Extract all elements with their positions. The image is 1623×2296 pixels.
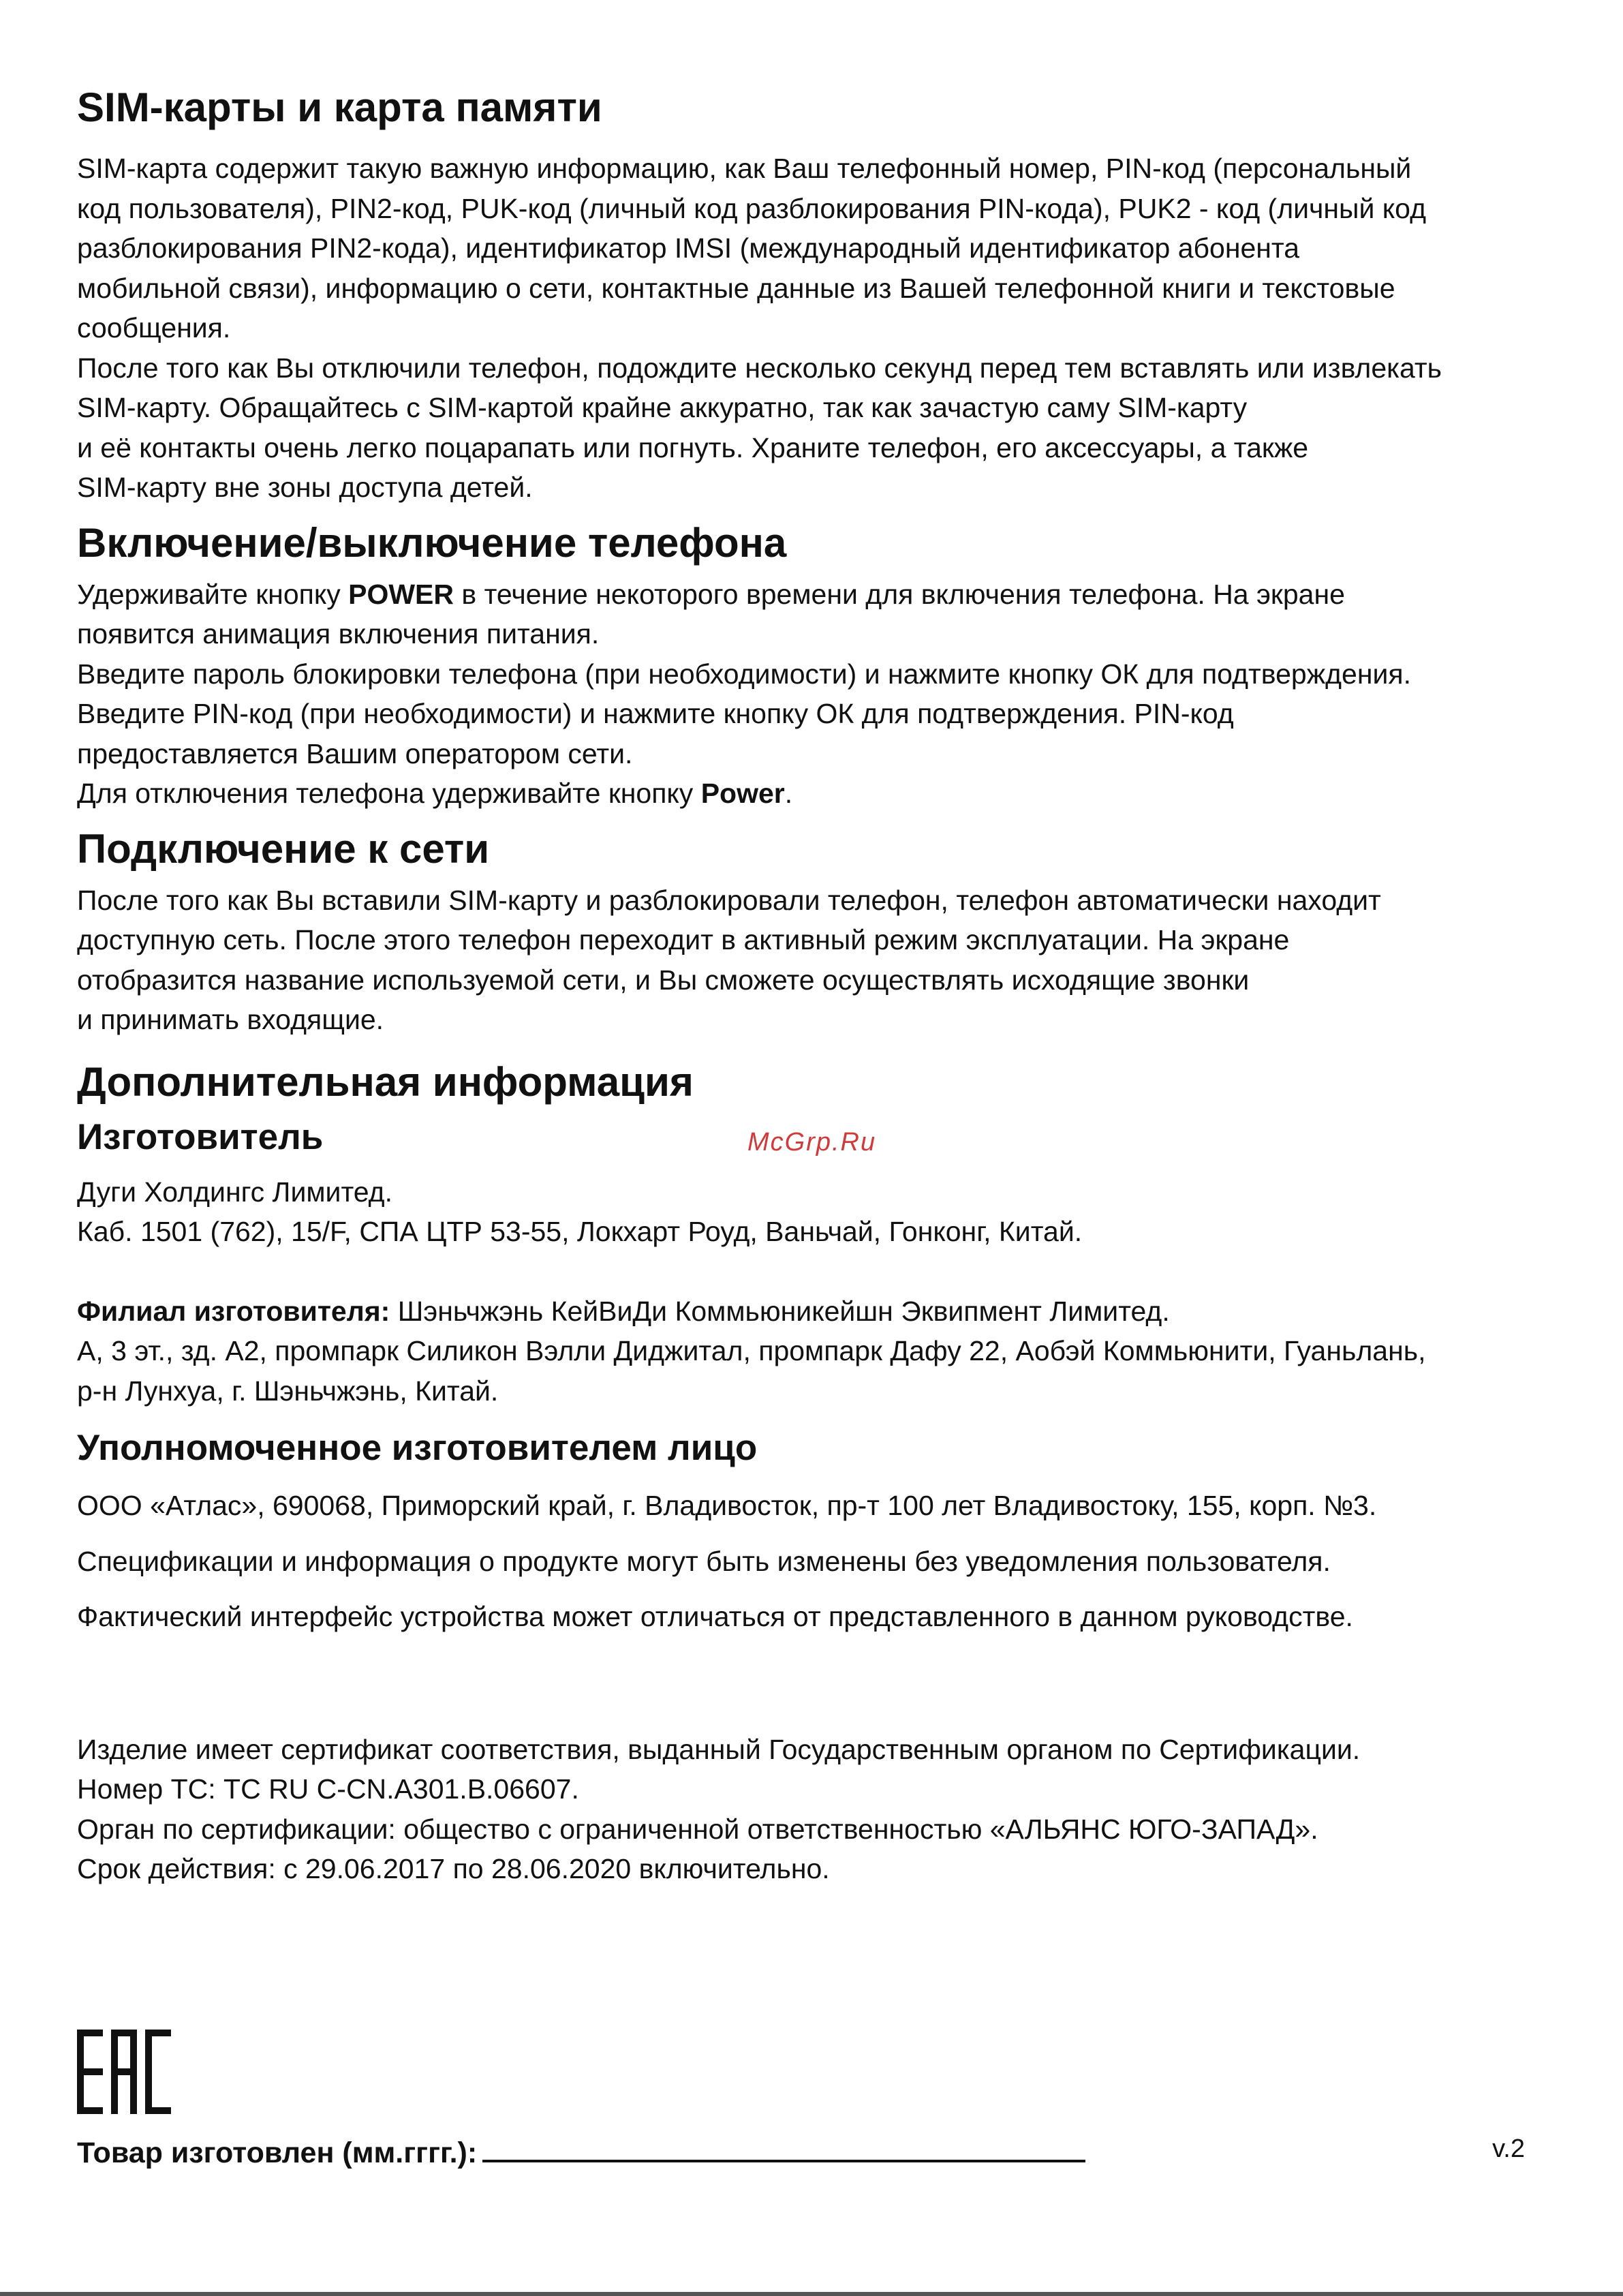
text-line: SIM-карта содержит такую важную информацию, как Ваш телефонный номер, PIN-код (персональный — [77, 153, 1412, 184]
manufacture-date-row — [77, 2128, 1525, 2173]
text-line: Срок действия: с 29.06.2017 по 28.06.2020 включительно. — [77, 1853, 830, 1884]
text-line: код пользователя), PIN2-код, PUK-код (личный код разблокирования PIN-кода), PUK2 - код (личный код — [77, 192, 1427, 224]
text-line: разблокирования PIN2-кода), идентификатор IMSI (международный идентификатор абонента — [77, 232, 1300, 264]
text-line: Введите пароль блокировки телефона (при необходимости) и нажмите кнопку ОК для подтверждения. — [77, 658, 1411, 690]
network-paragraph — [77, 881, 1549, 1040]
version-label: v.2 — [1492, 2134, 1525, 2163]
text-line: мобильной связи), информацию о сети, контактные данные из Вашей телефонной книги и текстовые — [77, 272, 1395, 304]
manufacturer-address: Каб. 1501 (762), 15/F, СПА ЦТР 53-55, Локхарт Роуд, Ваньчай, Гонконг, Китай. — [77, 1216, 1083, 1247]
manufacturer-paragraph — [77, 1172, 1549, 1252]
eac-logo-icon — [77, 2030, 171, 2114]
text-line: Изделие имеет сертификат соответствия, выданный Государственным органом по Сертификации. — [77, 1733, 1361, 1765]
branch-line: Филиал изготовителя: Шэньчжэнь КейВиДи Коммьюникейшн Эквипмент Лимитед. — [77, 1295, 1170, 1327]
text-line: Введите PIN-код (при необходимости) и нажмите кнопку ОК для подтверждения. PIN-код — [77, 698, 1234, 729]
text-line: и принимать входящие. — [77, 1004, 384, 1035]
text-line: и её контакты очень легко поцарапать или погнуть. Храните телефон, его аксессуары, а также — [77, 431, 1309, 463]
text-line: отобразится название используемой сети, и Вы сможете осуществлять исходящие звонки — [77, 964, 1250, 996]
power-paragraph — [77, 575, 1549, 814]
branch-address: р-н Лунхуа, г. Шэньчжэнь, Китай. — [77, 1375, 499, 1407]
authorized-address: ООО «Атлас», 690068, Приморский край, г. Владивосток, пр-т 100 лет Владивостоку, 155, корп. №3. — [77, 1490, 1377, 1521]
text-line: SIM-карту. Обращайтесь с SIM-картой крайне аккуратно, так как зачастую саму SIM-карту — [77, 392, 1248, 423]
section-title-network: Подключение к сети — [77, 825, 490, 872]
text-line: появится анимация включения питания. — [77, 618, 600, 649]
text-line: предоставляется Вашим оператором сети. — [77, 737, 633, 769]
page-bottom-edge — [0, 2292, 1623, 2296]
spec-note: Спецификации и информация о продукте могут быть изменены без уведомления пользователя. — [77, 1545, 1331, 1577]
text-line: Орган по сертификации: общество с ограниченной ответственностью «АЛЬЯНС ЮГО-ЗАПАД». — [77, 1813, 1318, 1845]
text-line: Для отключения телефона удерживайте кнопку Power. — [77, 778, 793, 809]
section-title-authorized: Уполномоченное изготовителем лицо — [77, 1428, 758, 1468]
text-line: После того как Вы вставили SIM-карту и разблокировали телефон, телефон автоматически находит — [77, 884, 1381, 916]
manufacturer-name: Дуги Холдингс Лимитед. — [77, 1176, 392, 1208]
manufacture-date-label: Товар изготовлен (мм.гггг.): — [77, 2137, 478, 2169]
text-line: доступную сеть. После этого телефон переходит в активный режим эксплуатации. На экране — [77, 924, 1290, 955]
text-line: Номер ТС: ТС RU C-CN.A301.B.06607. — [77, 1773, 579, 1805]
sim-paragraph — [77, 149, 1549, 508]
branch-paragraph — [77, 1291, 1549, 1411]
certificate-paragraph — [77, 1730, 1549, 1889]
section-title-sim: SIM-карты и карта памяти — [77, 85, 602, 130]
text-line: сообщения. — [77, 312, 231, 343]
text-line: Удерживайте кнопку POWER в течение некоторого времени для включения телефона. На экране — [77, 578, 1345, 610]
interface-note: Фактический интерфейс устройства может отличаться от представленного в данном руководстве. — [77, 1601, 1353, 1632]
text-line: SIM-карту вне зоны доступа детей. — [77, 472, 533, 503]
text-line: После того как Вы отключили телефон, подождите несколько секунд перед тем вставлять или извлекать — [77, 352, 1442, 384]
section-title-power: Включение/выключение телефона — [77, 519, 787, 566]
manufacture-date-field[interactable] — [482, 2128, 1085, 2162]
section-title-manufacturer: Изготовитель — [77, 1116, 324, 1157]
document-page — [77, 80, 1549, 1889]
branch-address: A, 3 эт., зд. A2, промпарк Силикон Вэлли Диджитал, промпарк Дафу 22, Аобэй Коммьюнити, Гуаньлань, — [77, 1335, 1426, 1366]
section-title-extra: Дополнительная информация — [77, 1058, 694, 1105]
watermark: McGrp.Ru — [747, 1128, 877, 1157]
